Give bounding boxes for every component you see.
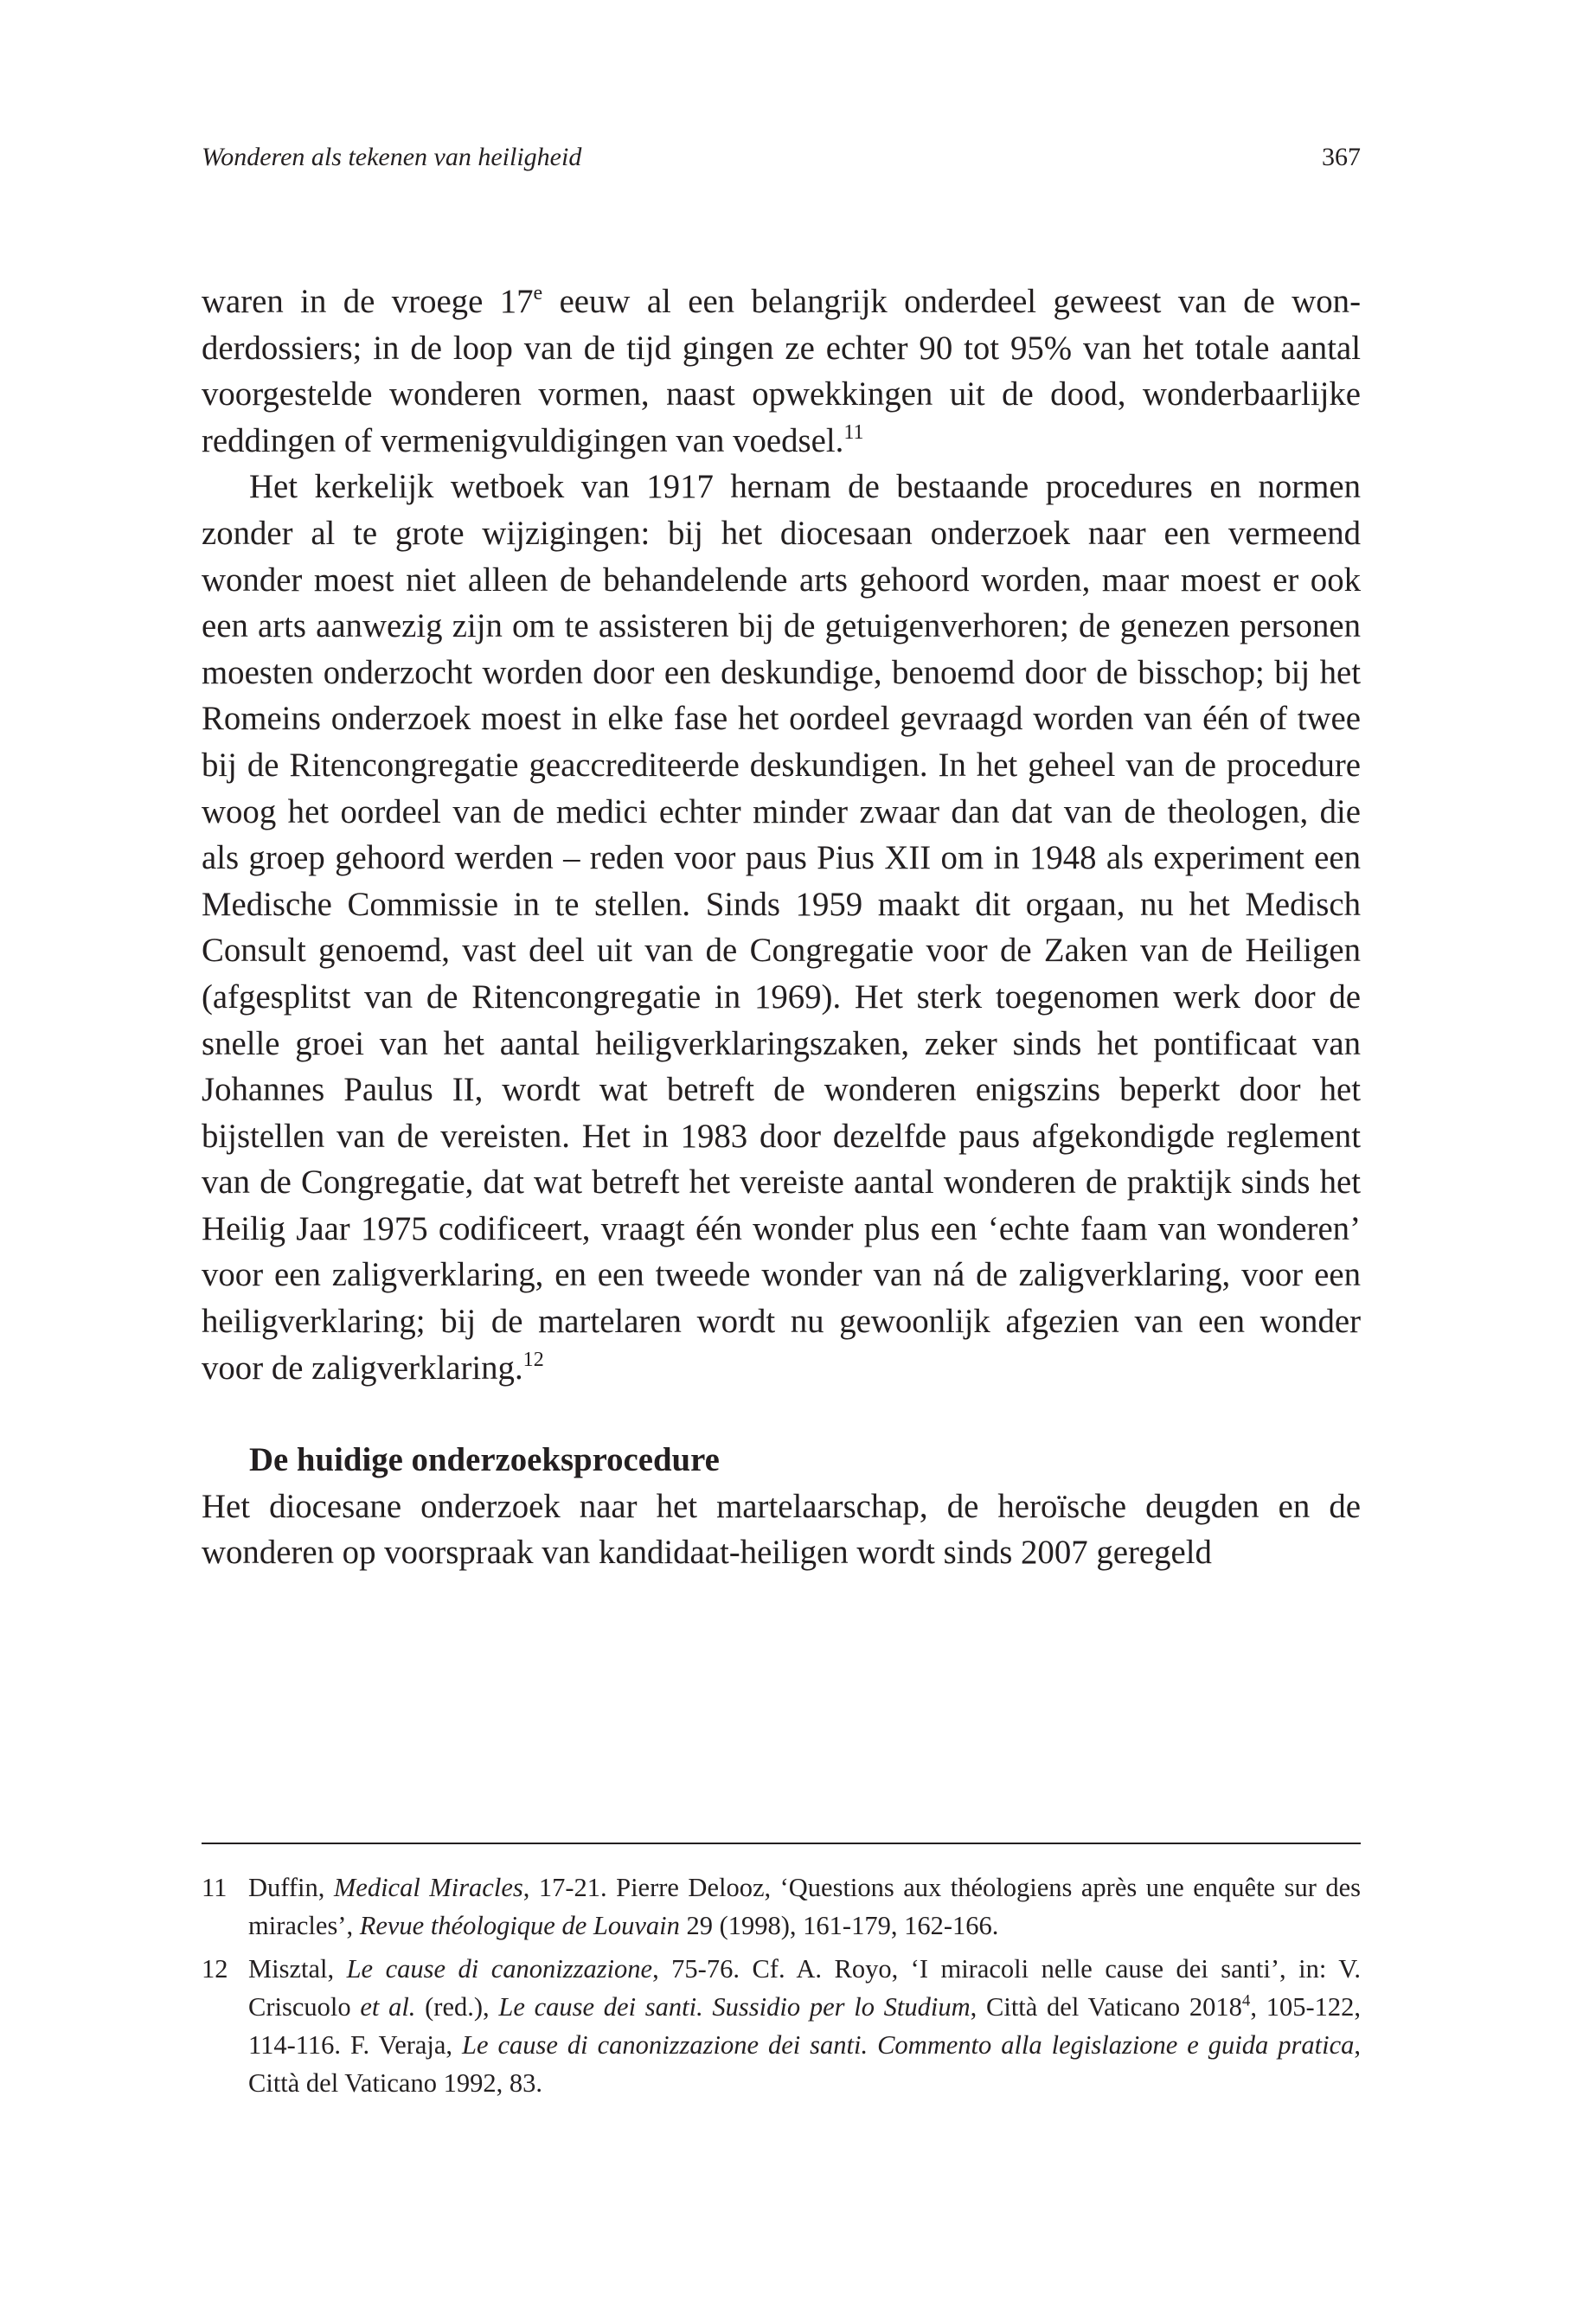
edition-superscript: 4 (1241, 1991, 1251, 2010)
footnote-segment: , 105-122, 114-116. F. Veraja, (248, 1992, 1361, 2060)
body-text (202, 279, 1361, 1576)
section-heading: De huidige onderzoeksprocedure (249, 1441, 720, 1479)
footnote-italic: Le cause dei santi. Sussidio per lo Studium (498, 1992, 971, 2022)
paragraph-1-text-cont: eeuw al een belangrijk onderdeel geweest van de wonderdossiers; in de loop van de tijd gingen ze echter 90 tot 95% van het totale aantal voorgestelde wonderen vormen, naast opwekkingen uit de dood, wonderbaarlijke reddingen of vermenigvuldigingen van voedsel. (202, 283, 1361, 459)
footnotes (202, 1868, 1361, 2107)
footnote-separator (202, 1843, 1361, 1844)
paragraph-2-text: Het kerkelijk wetboek van 1917 hernam de bestaande procedures en normen zonder al te grote wijzigingen: bij het diocesaan onderzoek naar een vermeend wonder moest niet alleen de behandelende arts gehoord worden, maar moest er ook een arts aanwezig zijn om te assisteren bij de getuigenverhoren; de genezen personen moesten onderzocht worden door een deskundige, benoemd door de bisschop; bij het Romeins onderzoek moest in elke fase het oordeel gevraagd worden van één of twee bij de Ritencongregatie geaccrediteerde deskundigen. In het geheel van de procedure woog het oordeel van de medici echter minder zwaar dan dat van de theologen, die als groep gehoord werden – reden voor paus Pius XII om in 1948 als experiment een Medische Commissie in te stellen. Sinds 1959 maakt dit orgaan, nu het Medisch Consult genoemd, vast deel uit van de Congregatie voor de Zaken van de Heiligen (afgesplitst van de Ritencongregatie in 1969). Het sterk toegenomen werk door de snelle groei van het aantal heiligverklaringszaken, zeker sinds het pontificaat van Johannes Paulus II, wordt wat betreft de wonderen enigszins beperkt door het bijstellen van de vereisten. Het in 1983 door dezelfde paus afgekondigde reglement van de Congregatie, dat wat betreft het vereiste aantal wonderen de praktijk sinds het Heilig Jaar 1975 codificeert, vraagt één wonder plus een ‘echte faam van wonderen’ voor een zaligverklaring, en een tweede wonder van ná de zaligverklaring, voor een heiligverklaring; bij de martelaren wordt nu gewoonlijk afgezien van een wonder voor de zaligverklaring. (202, 468, 1361, 1387)
footnote-italic: Le cause di canonizzazione dei santi. Commento alla legislazione e guida pratica (462, 2030, 1355, 2060)
footnote-text (248, 1868, 1361, 1945)
page-number: 367 (1322, 143, 1361, 171)
superscript-e: e (533, 282, 543, 305)
footnote-number: 12 (202, 1954, 228, 1984)
footnote-segment: , 17-21. Pierre Delooz, ‘Questions aux théologiens après une enquête sur des miracles’, (248, 1873, 1362, 1940)
footnote-12 (202, 1950, 1361, 2102)
footnote-segment: , 75-76. Cf. A. Royo, ‘I miracoli nelle cause dei santi’, in: V. Criscuolo (248, 1954, 1361, 2022)
paragraph-1-text: waren in de vroege 17 (202, 283, 534, 320)
footnote-segment: , Città del Vaticano 1992, 83. (248, 2030, 1361, 2098)
footnote-segment: Duffin, (248, 1873, 334, 1902)
footnote-segment: 29 (1998), 161-179, 162-166. (679, 1911, 999, 1940)
paragraph-3: Het diocesane onderzoek naar het martelaarschap, de heroïsche deugden en de wonderen op voorspraak van kandidaat-heiligen wordt sinds 2007 geregeld (202, 1487, 1361, 1572)
footnote-italic: Le cause di canonizzazione (346, 1954, 653, 1984)
footnote-segment: (red.), (415, 1992, 499, 2022)
footnote-number: 11 (202, 1873, 228, 1902)
footnote-segment: , Città del Vaticano 2018 (970, 1992, 1242, 2022)
paragraph-2 (202, 464, 1361, 1391)
footnote-italic: Revue théologique de Louvain (359, 1911, 680, 1940)
footnote-italic: et al. (360, 1992, 416, 2022)
footnote-italic: Medical Miracles (333, 1873, 523, 1902)
paragraph-1 (202, 279, 1361, 464)
footnote-text (248, 1950, 1361, 2102)
footnote-ref-11: 11 (843, 420, 864, 444)
footnote-segment: Misztal, (248, 1954, 347, 1984)
running-title: Wonderen als tekenen van heiligheid (202, 143, 582, 171)
footnote-11 (202, 1868, 1361, 1945)
footnote-ref-12: 12 (522, 1348, 544, 1371)
